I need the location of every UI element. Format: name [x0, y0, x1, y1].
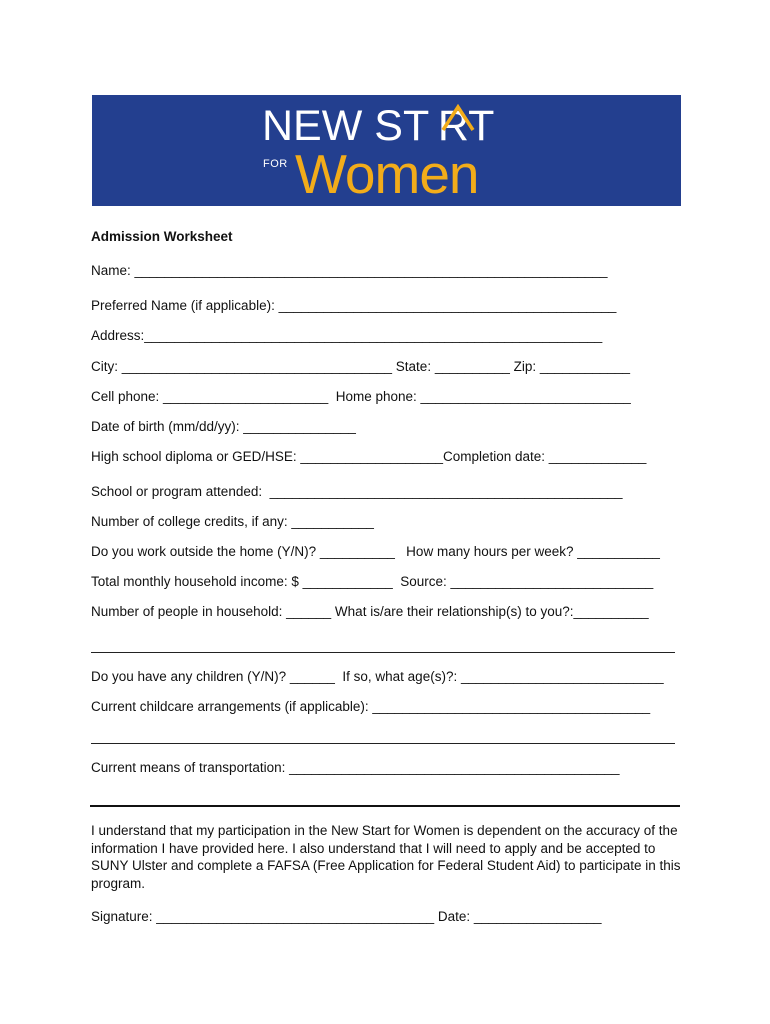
- household-field[interactable]: Number of people in household: ______ What is/are their relationship(s) to you?:__________: [91, 604, 649, 619]
- children-field[interactable]: Do you have any children (Y/N)? ______ If so, what age(s)?: ___________________________: [91, 669, 664, 684]
- logo-banner: [92, 95, 681, 206]
- college-credits-field[interactable]: Number of college credits, if any: ___________: [91, 514, 374, 529]
- logo-text-new-start: NEW ST RT: [262, 102, 495, 150]
- date-of-birth-field[interactable]: Date of birth (mm/dd/yy): _______________: [91, 419, 356, 434]
- phone-fields[interactable]: Cell phone: ______________________ Home phone: ____________________________: [91, 389, 631, 404]
- logo-caret-icon: [440, 104, 476, 132]
- school-field[interactable]: School or program attended: _______________________________________________: [91, 484, 623, 499]
- transportation-field[interactable]: Current means of transportation: ____________________________________________: [91, 760, 620, 775]
- logo-text-for: FOR: [263, 158, 288, 170]
- address-field[interactable]: Address:_____________________________________________________________: [91, 328, 603, 343]
- diploma-field[interactable]: High school diploma or GED/HSE: ___________________Completion date: _____________: [91, 449, 647, 464]
- logo-text-women: Women: [295, 143, 479, 205]
- income-field[interactable]: Total monthly household income: $ ____________ Source: ___________________________: [91, 574, 654, 589]
- work-field[interactable]: Do you work outside the home (Y/N)? __________ How many hours per week? ___________: [91, 544, 660, 559]
- signature-date-field[interactable]: Signature: _____________________________________ Date: _________________: [91, 909, 602, 924]
- name-field[interactable]: Name: _______________________________________________________________: [91, 263, 608, 278]
- preferred-name-field[interactable]: Preferred Name (if applicable): _____________________________________________: [91, 298, 617, 313]
- childcare-continuation-line[interactable]: [91, 743, 675, 744]
- agreement-statement: I understand that my participation in the New Start for Women is dependent on the accuracy of the information I have provided here. I also understand that I will need to apply and be accepted to SUNY Ulster and complete a FAFSA (Free Application for Federal Student Aid) to participate in this program.: [91, 823, 681, 891]
- household-continuation-line[interactable]: [91, 652, 675, 653]
- childcare-field[interactable]: Current childcare arrangements (if applicable): _____________________________________: [91, 699, 651, 714]
- form-title: Admission Worksheet: [91, 229, 233, 244]
- city-state-zip-field[interactable]: City: ____________________________________ State: __________ Zip: ____________: [91, 359, 630, 374]
- section-divider: [90, 805, 680, 807]
